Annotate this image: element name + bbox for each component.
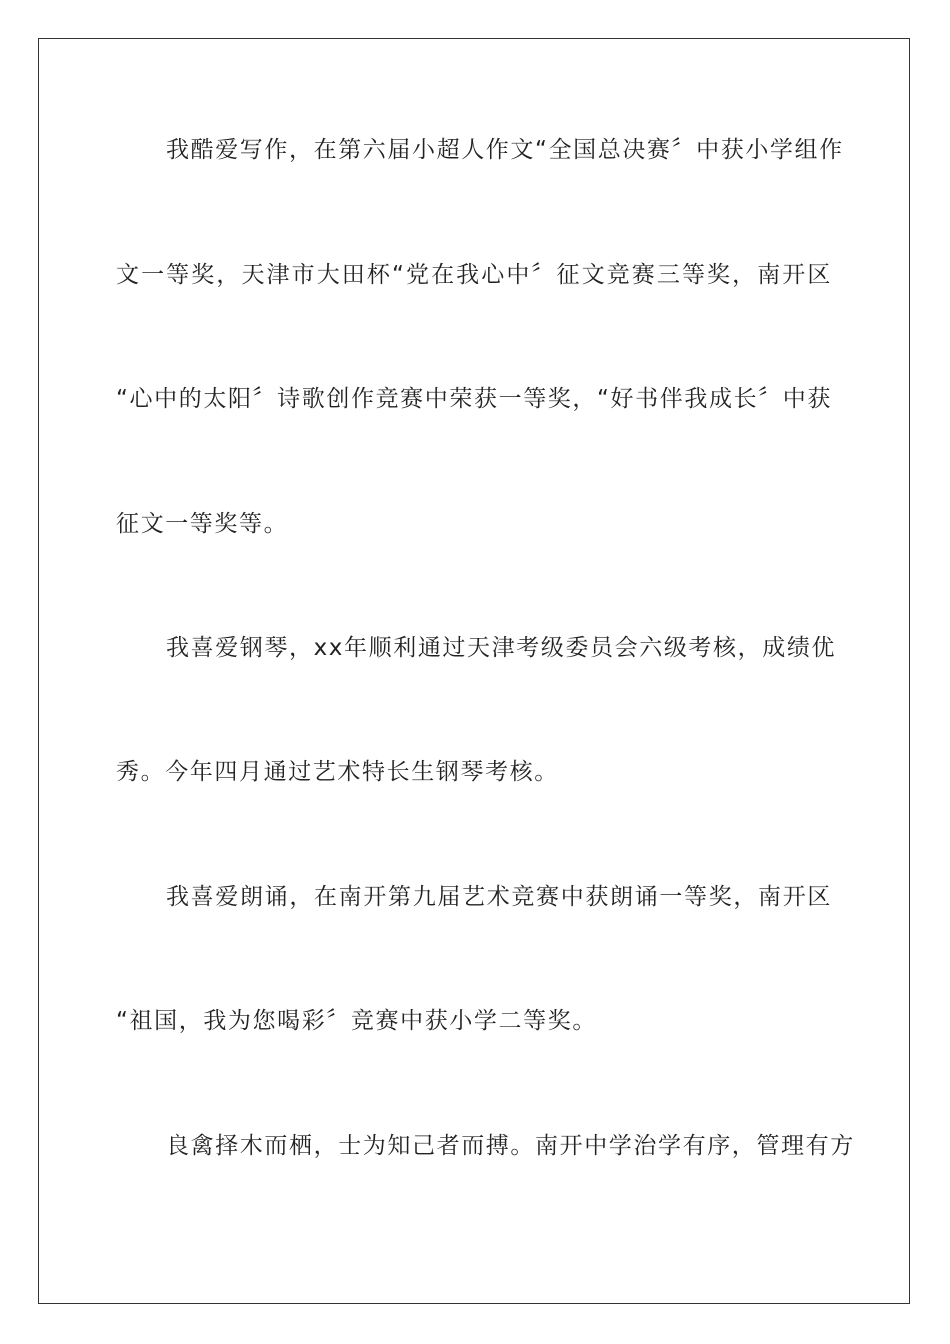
text-line-4: 征文一等奖等。 bbox=[116, 511, 289, 537]
text-line-7: 我喜爱朗诵，在南开第九届艺术竞赛中获朗诵一等奖，南开区 bbox=[166, 884, 832, 910]
text-line-2: 文一等奖，天津市大田杯“党在我心中〞征文竞赛三等奖，南开区 bbox=[116, 262, 832, 288]
text-line-3: “心中的太阳〞诗歌创作竞赛中荣获一等奖，“好书伴我成长〞中获 bbox=[116, 386, 832, 412]
page-border bbox=[38, 38, 910, 1304]
text-line-6: 秀。今年四月通过艺术特长生钢琴考核。 bbox=[116, 759, 559, 785]
text-line-8: “祖国，我为您喝彩〞竞赛中获小学二等奖。 bbox=[116, 1008, 597, 1034]
text-line-9: 良禽择木而栖，士为知己者而搏。南开中学治学有序，管理有方 bbox=[166, 1133, 855, 1159]
text-line-1: 我酷爱写作，在第六届小超人作文“全国总决赛〞中获小学组作 bbox=[166, 137, 844, 163]
text-line-5: 我喜爱钢琴，xx年顺利通过天津考级委员会六级考核，成绩优 bbox=[166, 635, 837, 661]
